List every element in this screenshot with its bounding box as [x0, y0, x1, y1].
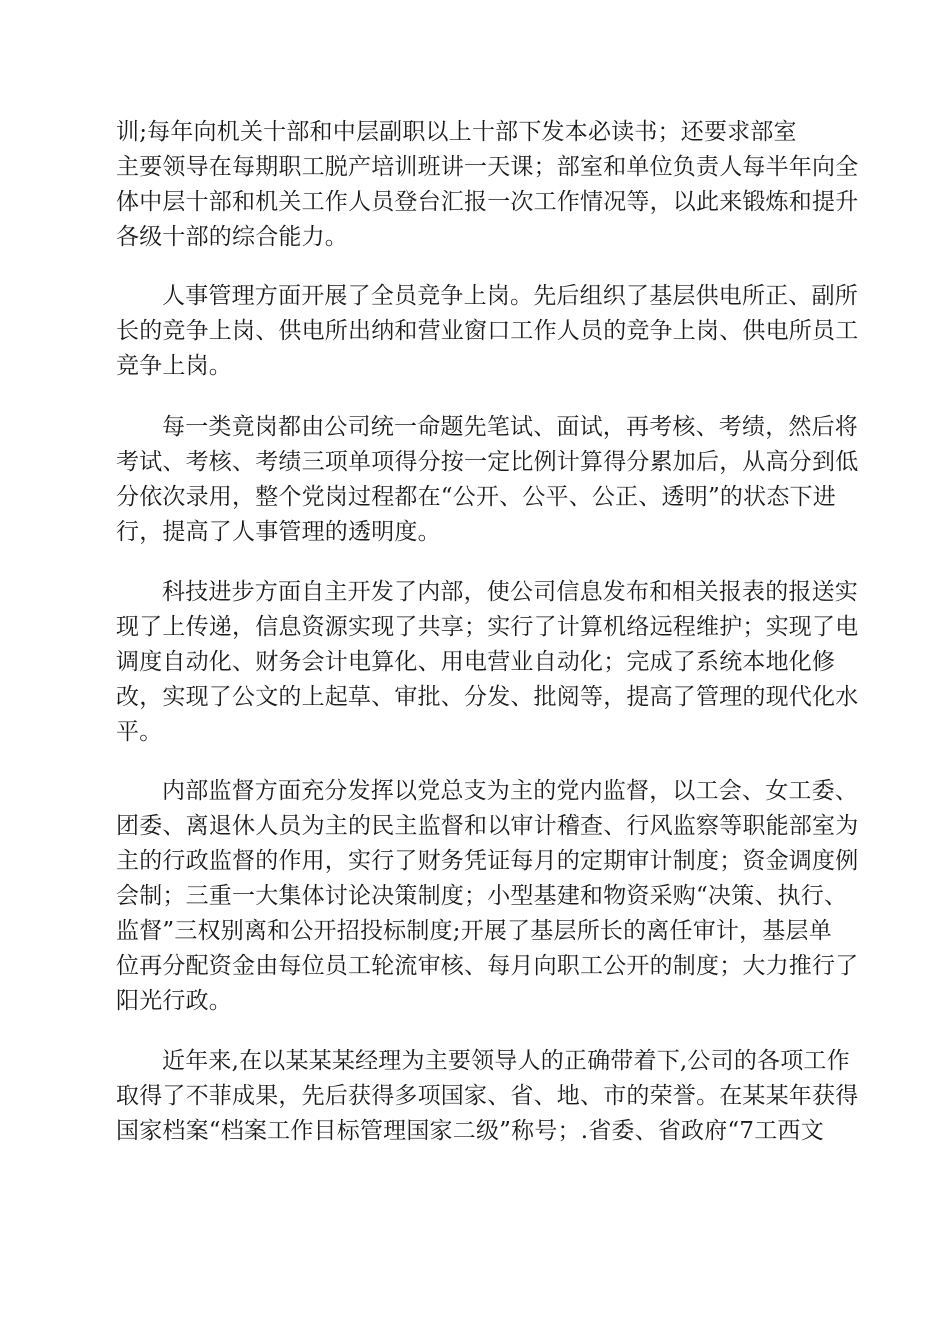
text-line: 长的竞争上岗、供电所出纳和营业窗口工作人员的竞争上岗、供电所员工: [116, 318, 859, 344]
text-line: 改，实现了公文的上起草、审批、分发、批阅等，提高了管理的现代化水: [116, 684, 859, 710]
text-line: 团委、离退休人员为主的民主监督和以审计稽查、行风监察等职能部室为: [116, 813, 859, 839]
text-line: 竞争上岗。: [116, 353, 232, 379]
text-line: 监督”三权别离和公开招投标制度;开展了基层所长的离任审计，基层单: [116, 918, 832, 944]
text-line: 主的行政监督的作用，实行了财务凭证每月的定期审计制度；资金调度例: [116, 848, 859, 874]
text-line: 调度自动化、财务会计电算化、用电营业自动化；完成了系统本地化修: [116, 649, 836, 675]
text-line: 考试、考核、考绩三项单项得分按一定比例计算得分累加后，从高分到低: [116, 449, 859, 475]
text-line: 会制；三重一大集体讨论决策制度；小型基建和物资采购“决策、执行、: [116, 883, 848, 909]
text-line: 每一类竟岗都由公司统一命题先笔试、面试，再考核、考绩，然后将: [162, 414, 858, 440]
text-line: 平。: [116, 719, 163, 745]
text-line: 人事管理方面开展了全员竞争上岗。先后组织了基层供电所正、副所: [162, 283, 858, 309]
text-line: 近年来,在以某某某经理为主要领导人的正确带着下,公司的各项工作: [162, 1048, 850, 1074]
text-line: 科技进步方面自主开发了内部，使公司信息发布和相关报表的报送实: [162, 579, 858, 605]
text-line: 行，提高了人事管理的透明度。: [116, 519, 441, 545]
text-line: 取得了不菲成果，先后获得多项国家、省、地、市的荣誉。在某某年获得: [116, 1083, 859, 1109]
text-line: 内部监督方面充分发挥以党总支为主的党内监督，以工会、女工委、: [162, 778, 858, 804]
text-line: 阳光行政。: [116, 988, 232, 1014]
text-line: 位再分配资金由每位员工轮流审核、每月向职工公开的制度；大力推行了: [116, 953, 859, 979]
text-line: 国家档案“档案工作目标管理国家二级”称号；.省委、省政府“7工西文: [116, 1118, 824, 1144]
text-line: 分依次录用，整个党岗过程都在“公开、公平、公正、透明”的状态下进: [116, 484, 836, 510]
text-line: 主要领导在每期职工脱产培训班讲一天课；部室和单位负责人每半年向全: [116, 154, 859, 180]
text-line: 现了上传递，信息资源实现了共享；实行了计算机络远程维护；实现了电: [116, 614, 859, 640]
text-line: 体中层十部和机关工作人员登台汇报一次工作情况等，以此来锻炼和提升: [116, 189, 859, 215]
text-line: 训;每年向机关十部和中层副职以上十部下发本必读书；还要求部室: [116, 119, 797, 145]
text-line: 各级十部的综合能力。: [116, 224, 348, 250]
